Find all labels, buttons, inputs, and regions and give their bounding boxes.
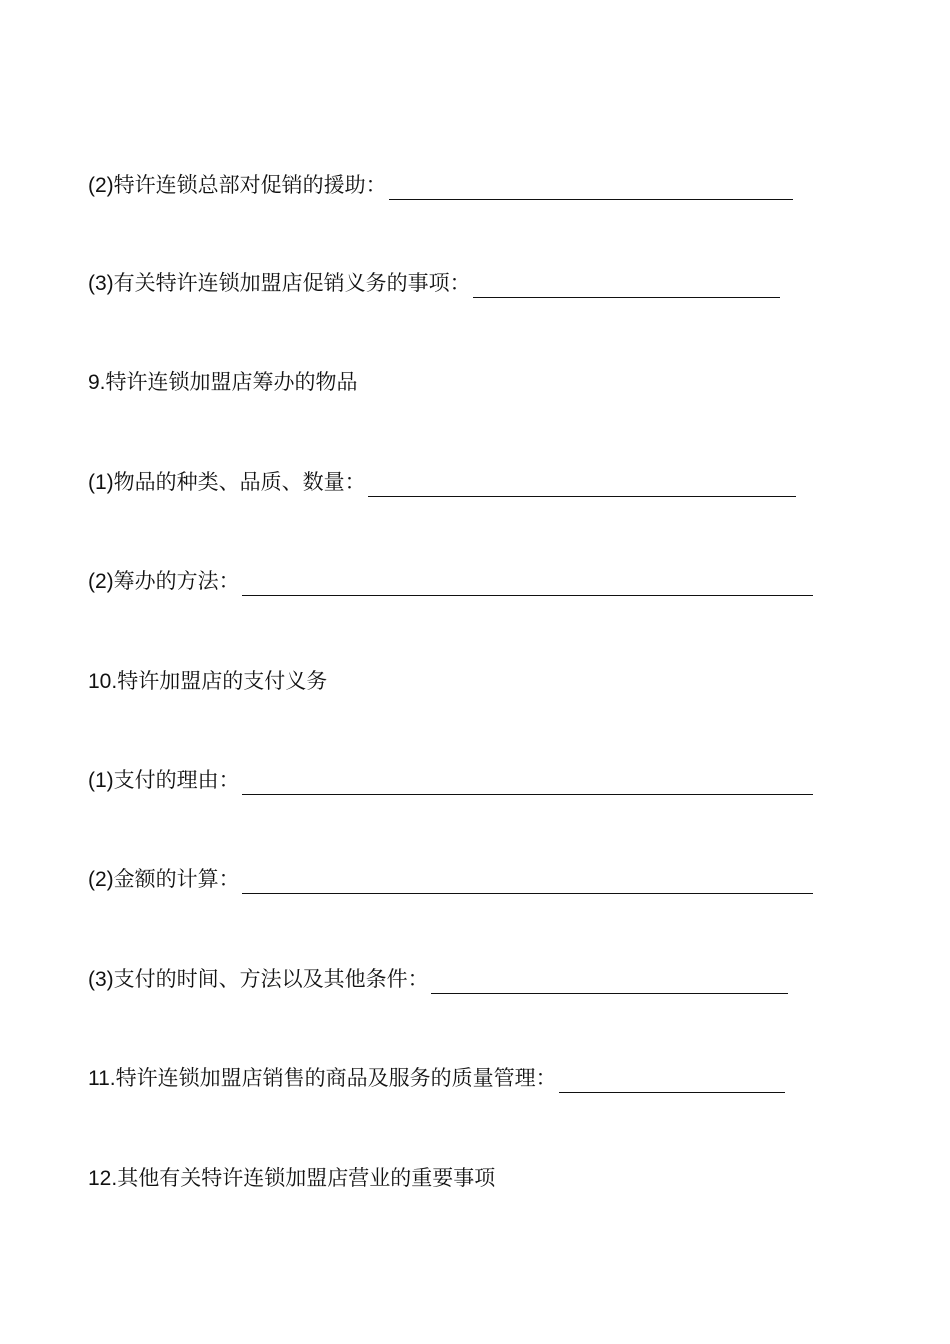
section-heading-12 — [88, 1165, 495, 1193]
section-title: 9.特许连锁加盟店筹办的物品 — [88, 371, 358, 394]
section-title: 10.特许加盟店的支付义务 — [88, 670, 328, 693]
section-title: 12.其他有关特许连锁加盟店营业的重要事项 — [88, 1167, 496, 1190]
item-label: (2)筹办的方法： — [88, 570, 240, 593]
promotion-obligation-item — [88, 270, 780, 298]
quality-management-item — [88, 1065, 785, 1093]
payment-terms-item — [88, 966, 788, 994]
promotion-support-item — [88, 172, 793, 200]
item-label: 11.特许连锁加盟店销售的商品及服务的质量管理： — [88, 1067, 557, 1090]
section-heading-9 — [88, 369, 358, 397]
item-label: (1)支付的理由： — [88, 769, 240, 792]
fill-in-blank[interactable] — [473, 275, 780, 298]
procurement-method-item — [88, 568, 813, 596]
item-label: (3)支付的时间、方法以及其他条件： — [88, 968, 429, 991]
fill-in-blank[interactable] — [559, 1070, 785, 1093]
fill-in-blank[interactable] — [389, 177, 793, 200]
item-label: (3)有关特许连锁加盟店促销义务的事项： — [88, 272, 471, 295]
fill-in-blank[interactable] — [431, 971, 788, 994]
item-label: (2)特许连锁总部对促销的援助： — [88, 174, 387, 197]
item-label: (2)金额的计算： — [88, 868, 240, 891]
goods-type-item — [88, 469, 796, 497]
fill-in-blank[interactable] — [368, 474, 796, 497]
amount-calculation-item — [88, 866, 813, 894]
item-label: (1)物品的种类、品质、数量： — [88, 471, 366, 494]
fill-in-blank[interactable] — [242, 871, 813, 894]
fill-in-blank[interactable] — [242, 573, 813, 596]
payment-reason-item — [88, 767, 813, 795]
section-heading-10 — [88, 668, 327, 696]
fill-in-blank[interactable] — [242, 772, 813, 795]
